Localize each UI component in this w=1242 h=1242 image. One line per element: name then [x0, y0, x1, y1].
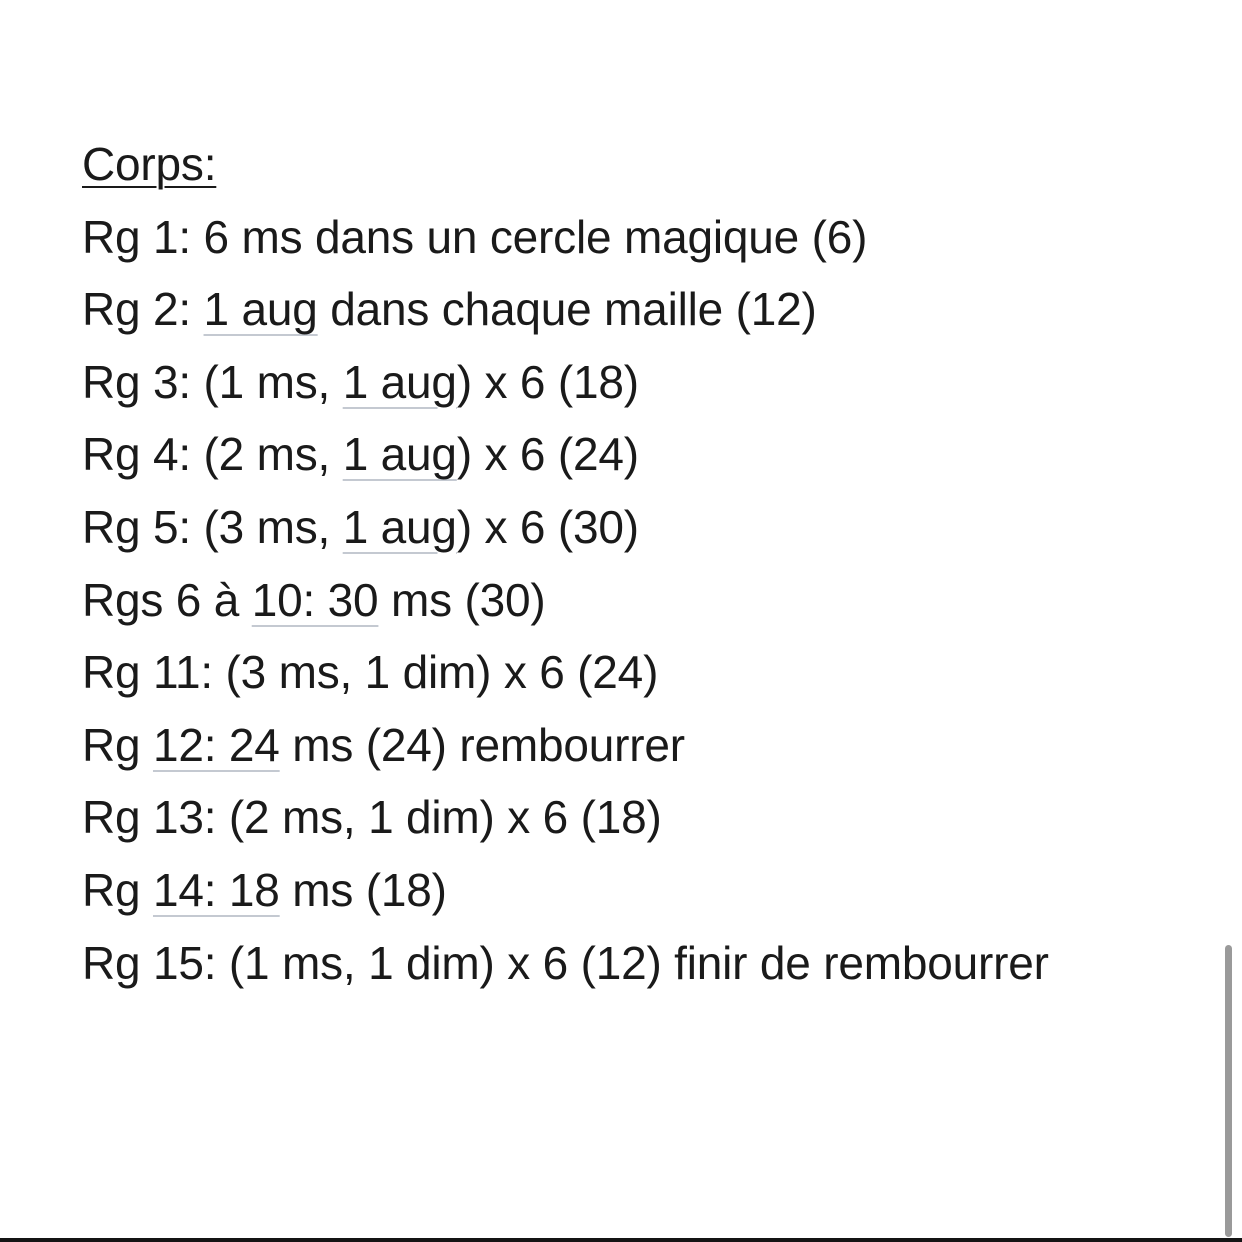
row-text: Rg	[82, 863, 153, 916]
row-text: ) x 6 (30)	[456, 500, 639, 553]
note-row	[82, 346, 1202, 419]
row-text: ) x 6 (18)	[456, 355, 639, 408]
note-body[interactable]	[82, 128, 1202, 999]
bottom-divider	[0, 1238, 1242, 1242]
row-text: Rg 13: (2 ms, 1 dim) x 6 (18)	[82, 791, 662, 844]
row-text: Rg 5: (3 ms,	[82, 500, 343, 553]
row-text: Rg 11: (3 ms, 1 dim) x 6 (24)	[82, 646, 659, 699]
detected-data-link[interactable]: 1 aug	[342, 428, 457, 481]
detected-data-link[interactable]: 1 aug	[203, 283, 318, 336]
detected-data-link[interactable]: 1 aug	[342, 355, 457, 408]
note-row	[82, 418, 1202, 491]
row-text: ms (24) rembourrer	[279, 718, 685, 771]
detected-data-link[interactable]: 12: 24	[152, 718, 280, 771]
row-text: Rg 2:	[82, 283, 204, 336]
row-text: ) x 6 (24)	[456, 428, 639, 481]
row-text: Rg	[82, 718, 153, 771]
note-row	[82, 854, 1202, 927]
detected-data-link[interactable]: 14: 18	[152, 863, 280, 916]
row-text: ms (30)	[378, 573, 546, 626]
row-text: Rgs 6 à	[82, 573, 252, 626]
row-text: dans chaque maille (12)	[317, 283, 817, 336]
row-text: Rg 3: (1 ms,	[82, 355, 343, 408]
vertical-scrollbar[interactable]	[1225, 945, 1232, 1237]
detected-data-link[interactable]: 1 aug	[342, 500, 457, 553]
row-text: Rg 15: (1 ms, 1 dim) x 6 (12) finir de rembourrer	[82, 936, 1049, 989]
note-row	[82, 636, 1202, 709]
note-row	[82, 781, 1202, 854]
note-row	[82, 927, 1202, 1000]
detected-data-link[interactable]: 10: 30	[251, 573, 379, 626]
note-row	[82, 709, 1202, 782]
row-text: ms (18)	[279, 863, 447, 916]
note-row	[82, 491, 1202, 564]
note-row	[82, 273, 1202, 346]
row-text: Rg 1: 6 ms dans un cercle magique (6)	[82, 210, 868, 263]
note-title-line	[82, 128, 1202, 201]
row-text: Rg 4: (2 ms,	[82, 428, 343, 481]
note-row	[82, 201, 1202, 274]
note-title: Corps:	[82, 138, 217, 190]
note-row	[82, 564, 1202, 637]
